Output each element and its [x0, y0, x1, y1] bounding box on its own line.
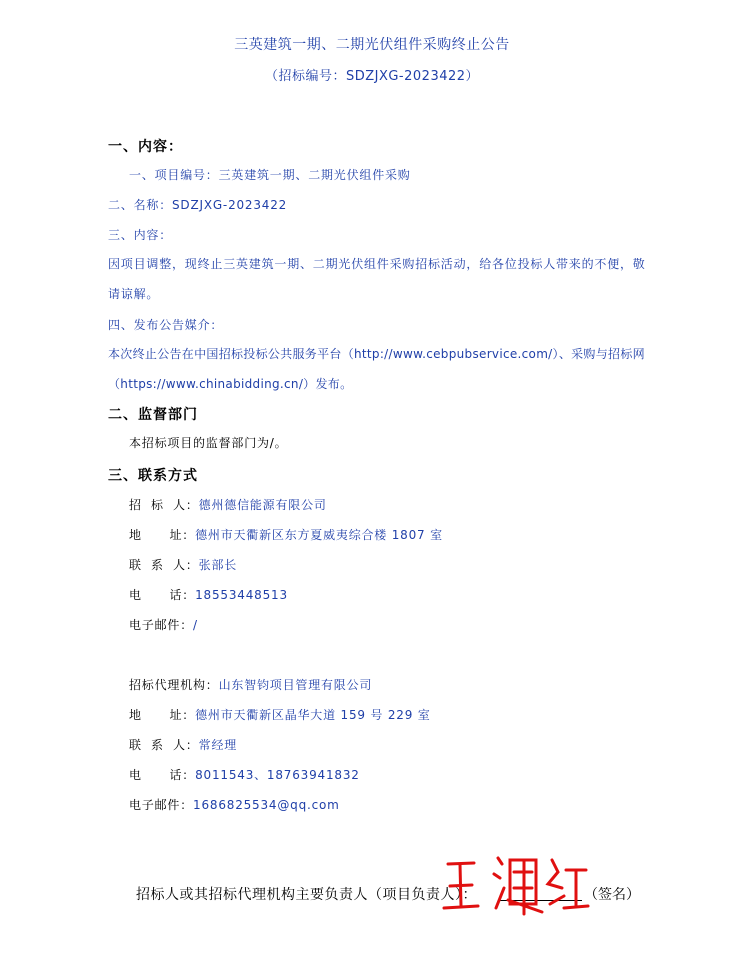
email-value: / [193, 618, 198, 632]
agency-contact-value: 常经理 [198, 738, 238, 752]
agency-phone-value: 8011543、18763941832 [195, 768, 360, 782]
agency-email-value: 1686825534@qq.com [193, 798, 340, 812]
item-content-text: 因项目调整，现终止三英建筑一期、二期光伏组件采购招标活动，给各位投标人带来的不便，敬请谅解。 [108, 257, 646, 301]
agency-address-label: 地 址： [129, 708, 196, 722]
item-content-label: 三、内容： [108, 228, 173, 242]
page-title: 三英建筑一期、二期光伏组件采购终止公告 [234, 37, 510, 53]
section3-heading: 三、联系方式 [108, 468, 198, 484]
item-project-number: 一、项目编号：三英建筑一期、二期光伏组件采购 [129, 168, 411, 182]
section1-heading: 一、内容： [108, 139, 183, 155]
item-media-label: 四、发布公告媒介： [108, 318, 224, 332]
agency-phone-label: 电 话： [129, 768, 196, 782]
email-row [129, 616, 198, 633]
agency-contact-label: 联 系 人： [129, 738, 199, 752]
phone-label: 电 话： [129, 588, 196, 602]
contact-row [129, 556, 237, 573]
agency-email-row [129, 796, 340, 813]
address-label: 地 址： [129, 528, 196, 542]
phone-row [129, 586, 288, 603]
agency-email-label: 电子邮件： [129, 798, 194, 812]
address-row [129, 526, 443, 543]
agency-value: 山东智钧项目管理有限公司 [218, 678, 373, 692]
contact-label: 联 系 人： [129, 558, 199, 572]
tender-number: （招标编号：SDZJXG-2023422） [264, 69, 480, 84]
agency-contact-row [129, 736, 237, 753]
item-name: 二、名称：SDZJXG-2023422 [108, 198, 288, 212]
email-label: 电子邮件： [129, 618, 194, 632]
section2-heading: 二、监督部门 [108, 407, 198, 423]
tenderer-label: 招 标 人： [129, 498, 199, 512]
contact-value: 张部长 [198, 558, 238, 572]
address-value: 德州市天衢新区东方夏威夷综合楼 1807 室 [195, 528, 443, 542]
item-media-text: 本次终止公告在中国招标投标公共服务平台（http://www.cebpubservice.com/）、采购与招标网（https://www.chinabidding.cn/）发布。 [108, 347, 645, 391]
agency-row [129, 676, 372, 693]
tenderer-row [129, 496, 327, 513]
signature-prefix: 招标人或其招标代理机构主要负责人（项目负责人）： [136, 887, 477, 903]
agency-phone-row [129, 766, 360, 783]
phone-value: 18553448513 [195, 588, 288, 602]
handwritten-signature [440, 848, 590, 918]
supervision-text: 本招标项目的监督部门为/。 [129, 436, 288, 450]
tenderer-value: 德州德信能源有限公司 [198, 498, 327, 512]
signature-suffix: （签名） [584, 887, 640, 903]
agency-address-row [129, 706, 431, 723]
agency-address-value: 德州市天衢新区晶华大道 159 号 229 室 [195, 708, 431, 722]
agency-label: 招标代理机构： [129, 678, 219, 692]
